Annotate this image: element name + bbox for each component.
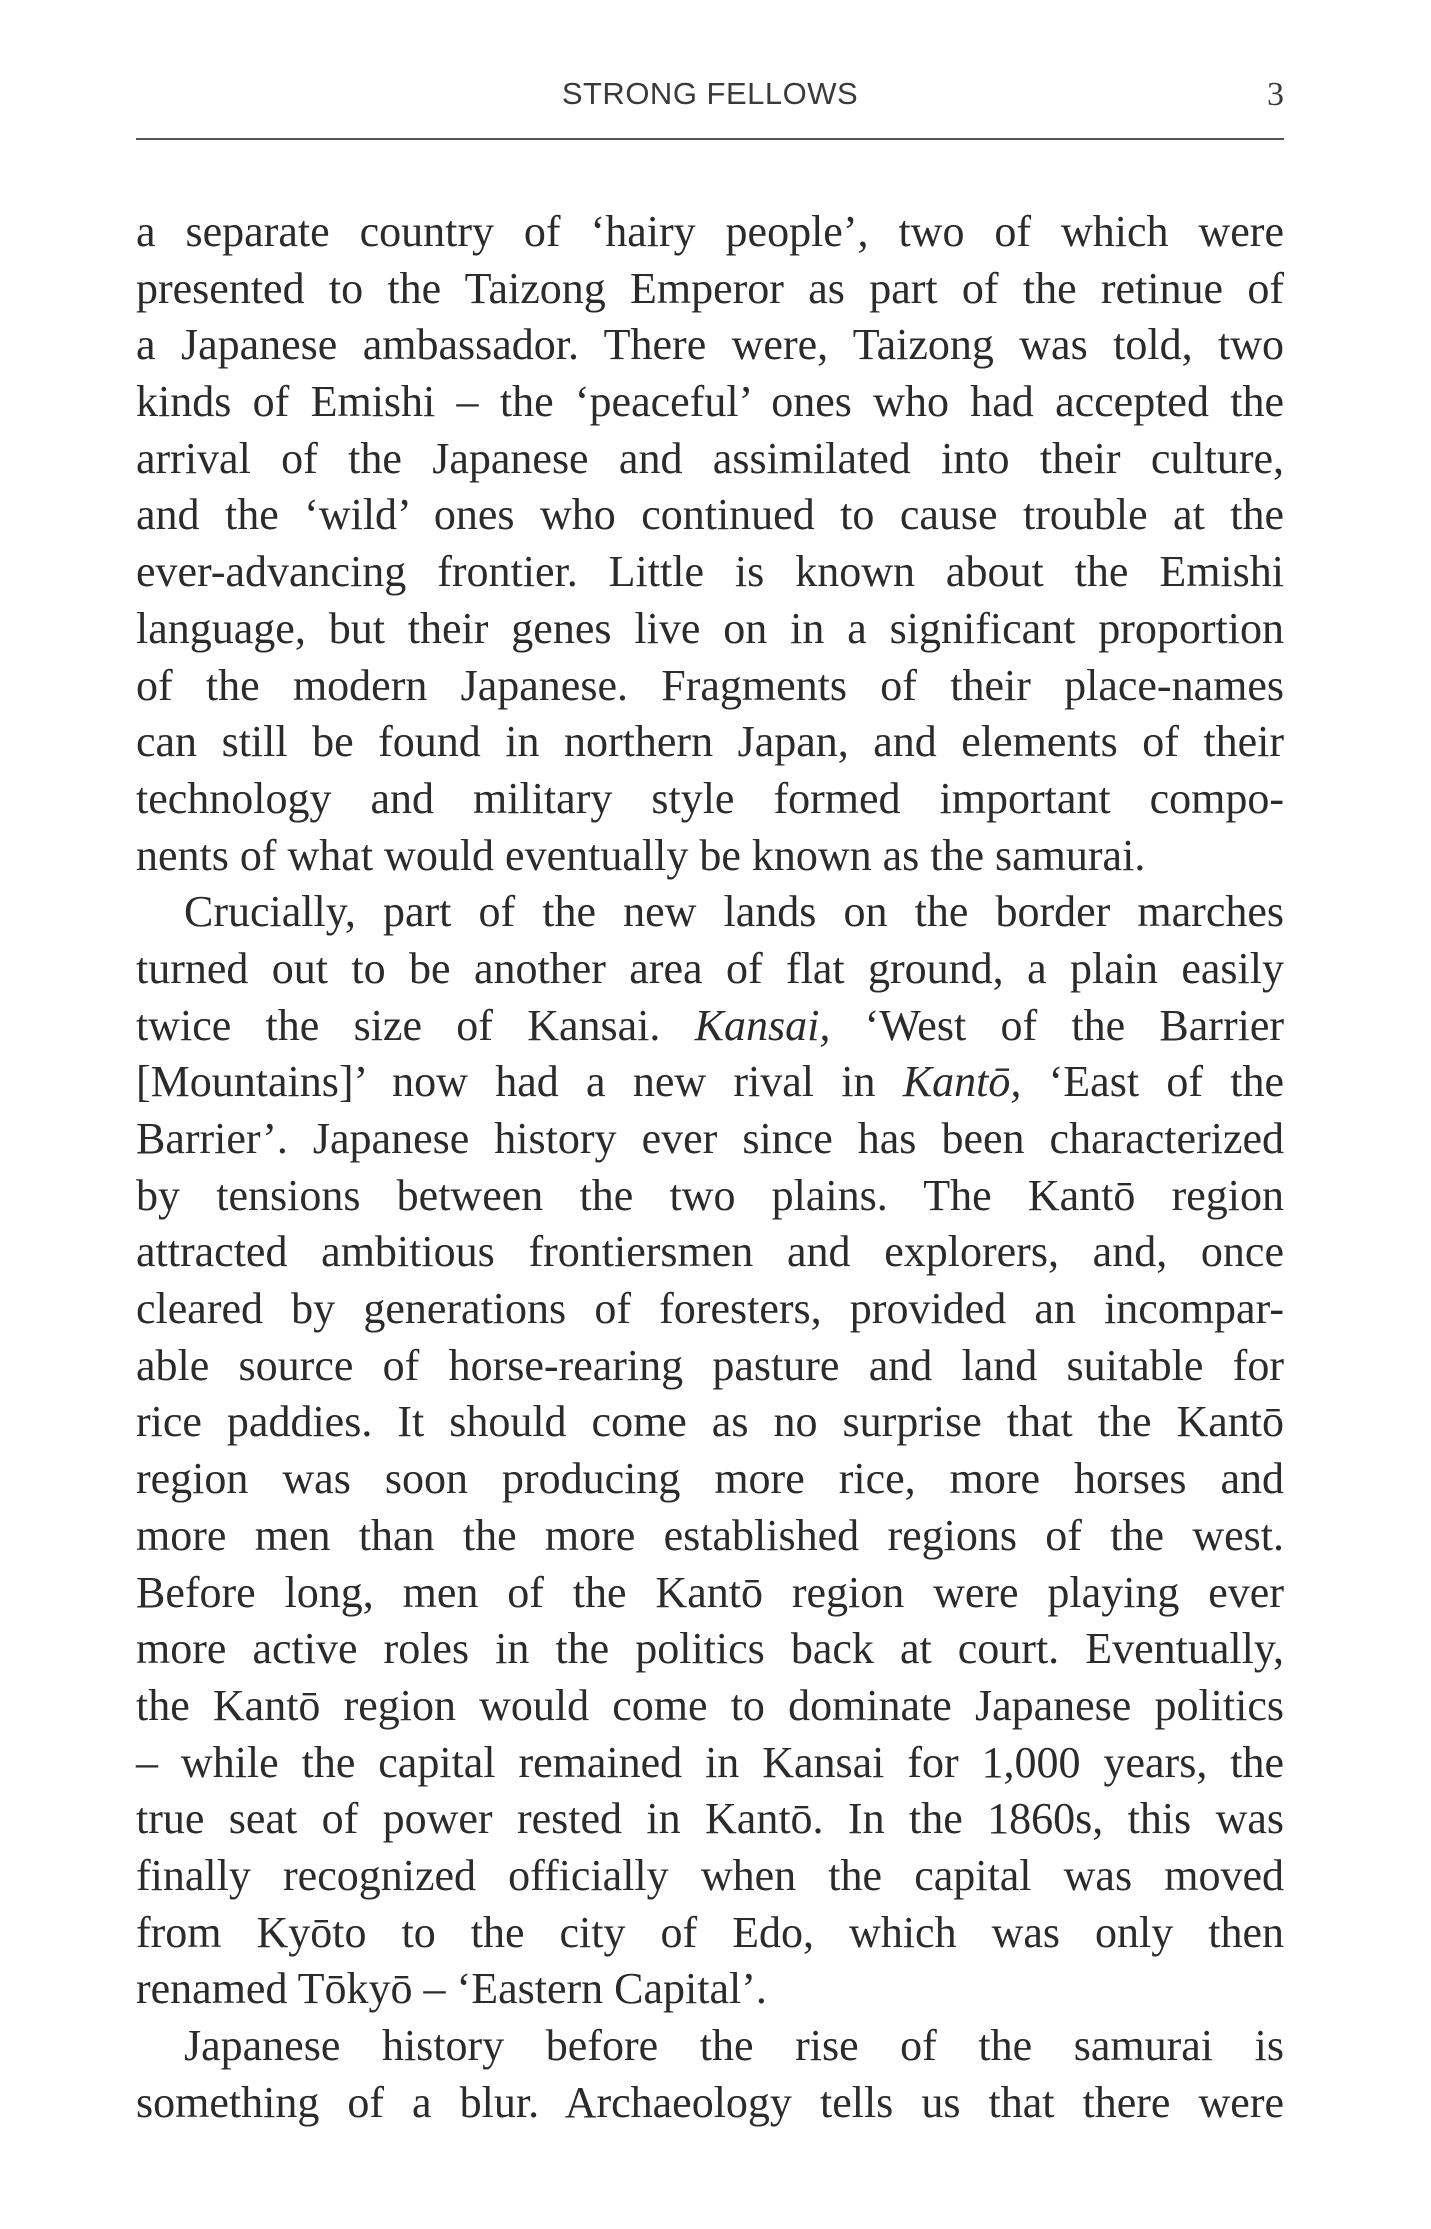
text-line: – while the capital remained in Kansai for 1,000 years, the: [136, 1737, 1284, 1787]
running-head: [136, 76, 1284, 116]
text-line: region was soon producing more rice, more horses and: [136, 1454, 1284, 1504]
text-line: Before long, men of the Kantō region were playing ever: [136, 1567, 1284, 1617]
text-line: Crucially, part of the new lands on the border marches: [184, 887, 1284, 937]
text-line: finally recognized officially when the capital was moved: [136, 1850, 1284, 1900]
text-line: language, but their genes live on in a significant proportion: [136, 603, 1284, 653]
header-rule: [136, 138, 1284, 140]
text-line: can still be found in northern Japan, and elements of their: [136, 717, 1284, 767]
text-line: a separate country of ‘hairy people’, two of which were: [136, 207, 1284, 256]
text-line: rice paddies. It should come as no surprise that the Kantō: [136, 1397, 1284, 1447]
text-line: attracted ambitious frontiersmen and explorers, and, once: [136, 1227, 1284, 1277]
text-line: more active roles in the politics back at court. Eventually,: [136, 1624, 1284, 1674]
text-line: more men than the more established regions of the west.: [136, 1510, 1284, 1560]
text-line: technology and military style formed important compo-: [136, 773, 1284, 823]
text-line: nents of what would eventually be known as the samurai.: [136, 830, 1146, 880]
text-line: ever-advancing frontier. Little is known about the Emishi: [136, 547, 1284, 597]
running-head-title: STRONG FELLOWS: [561, 76, 859, 111]
text-line: the Kantō region would come to dominate Japanese politics: [136, 1680, 1284, 1730]
text-line: a Japanese ambassador. There were, Taizong was told, two: [136, 320, 1284, 370]
text-line: turned out to be another area of flat ground, a plain easily: [136, 943, 1284, 993]
text-line: twice the size of Kansai. Kansai, ‘West of the Barrier: [136, 1000, 1285, 1050]
text-line: renamed Tōkyō – ‘Eastern Capital’.: [136, 1964, 767, 2014]
text-line: true seat of power rested in Kantō. In the 1860s, this was: [136, 1794, 1284, 1844]
body-text: [136, 204, 1284, 2131]
text-line: of the modern Japanese. Fragments of their place-names: [136, 660, 1284, 710]
text-line: Japanese history before the rise of the samurai is: [184, 2021, 1284, 2070]
text-line: [Mountains]’ now had a new rival in Kantō, ‘East of the: [136, 1057, 1284, 1107]
page-number: 3: [1267, 76, 1284, 113]
text-line: arrival of the Japanese and assimilated into their culture,: [136, 433, 1284, 483]
text-line: Barrier’. Japanese history ever since has been characterized: [136, 1114, 1284, 1163]
text-line: something of a blur. Archaeology tells us that there were: [136, 2077, 1284, 2127]
text-line: and the ‘wild’ ones who continued to cause trouble at the: [136, 490, 1284, 540]
text-line: from Kyōto to the city of Edo, which was only then: [136, 1907, 1284, 1957]
text-line: cleared by generations of foresters, provided an incompar-: [136, 1284, 1284, 1334]
text-line: kinds of Emishi – the ‘peaceful’ ones who had accepted the: [136, 377, 1284, 427]
text-line: able source of horse-rearing pasture and land suitable for: [136, 1340, 1284, 1390]
text-line: presented to the Taizong Emperor as part of the retinue of: [136, 263, 1284, 313]
text-line: by tensions between the two plains. The Kantō region: [136, 1170, 1284, 1220]
